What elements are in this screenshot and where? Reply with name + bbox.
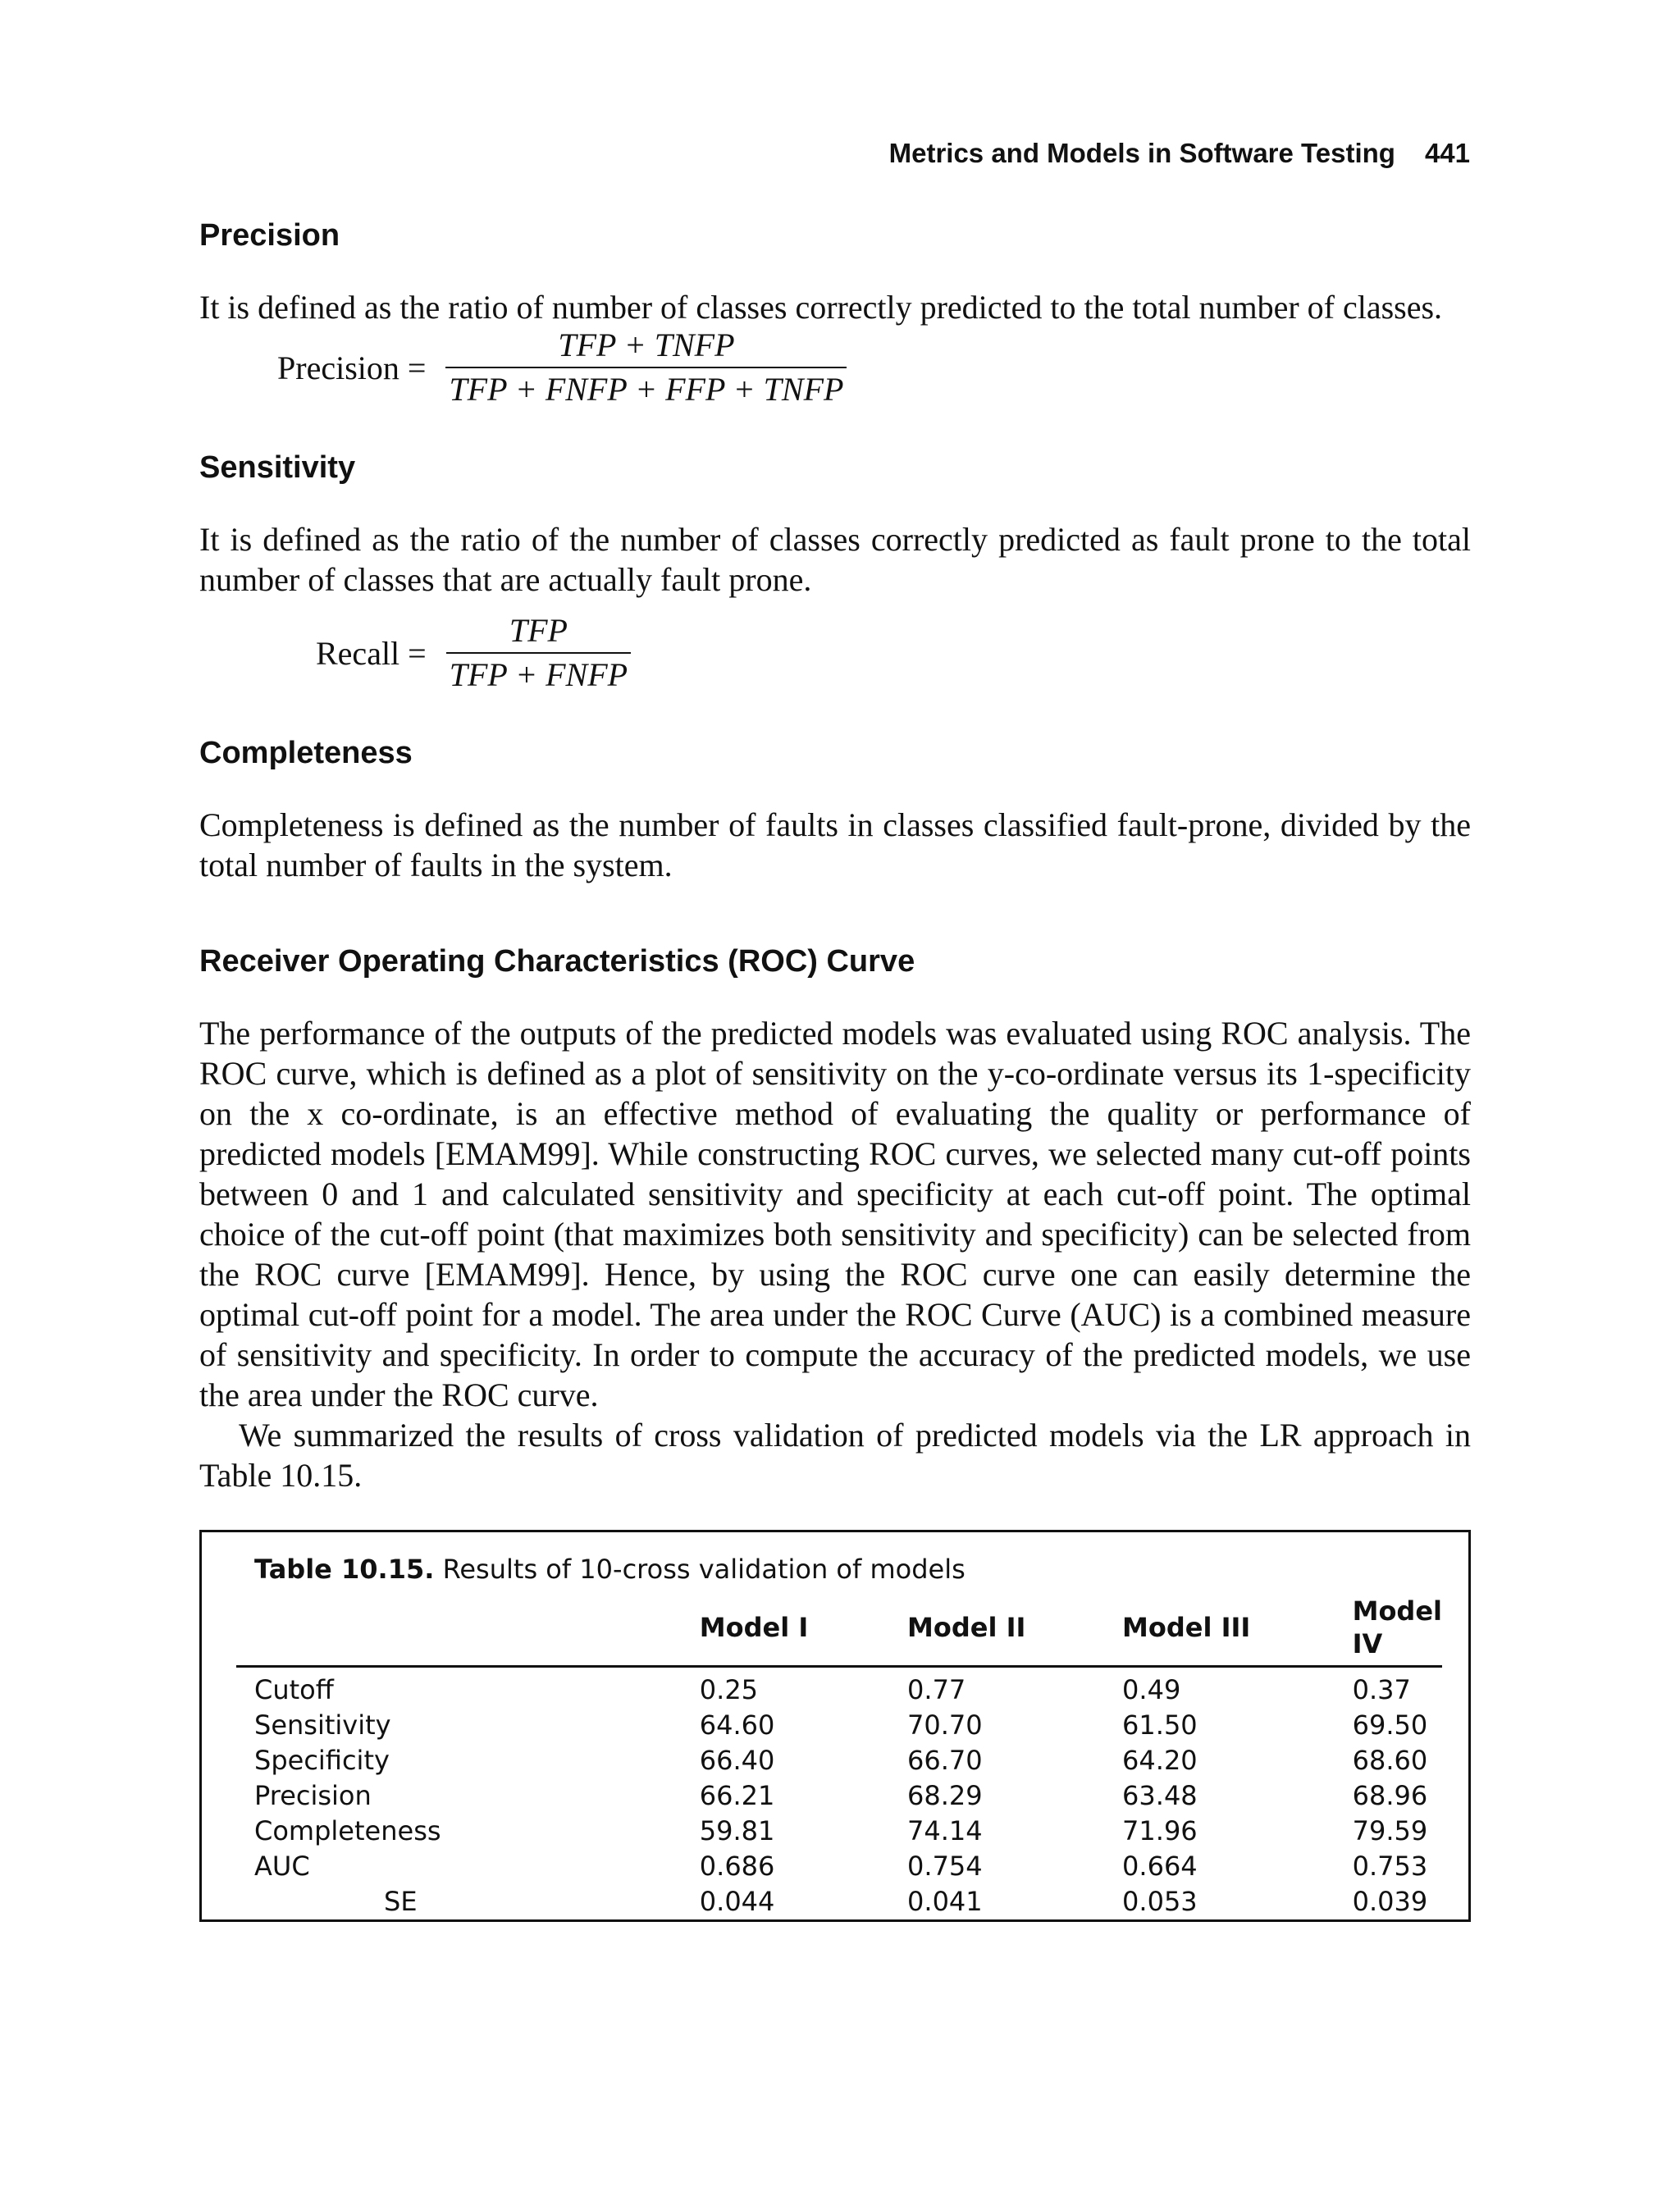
table-cell: 0.37 [1352,1674,1411,1705]
table-cell: 66.40 [699,1745,775,1776]
results-table-box [199,1530,1471,1922]
table-cell: 0.686 [699,1851,775,1882]
precision-heading: Precision [199,218,340,253]
precision-formula-lhs: Precision = [277,349,427,386]
table-cell: 66.21 [699,1780,775,1811]
table-cell: 71.96 [1122,1815,1198,1846]
table-caption [254,1552,1442,1586]
recall-formula [316,609,1471,696]
precision-fraction [445,324,847,411]
recall-denominator: TFP + FNFP [449,656,628,693]
table-cell: 74.14 [907,1815,983,1846]
precision-denominator: TFP + FNFP + FFP + TNFP [449,371,844,408]
table-header-cell: Model II [907,1612,1026,1643]
table-header-row [236,1595,1442,1667]
table-row-label: SE [384,1886,418,1917]
table-row [236,1708,1442,1743]
table-header-cell: Model IV [1352,1595,1442,1659]
completeness-heading: Completeness [199,736,413,770]
table-header-cell [236,1595,700,1667]
table-cell: 70.70 [907,1709,983,1741]
table-row-label: Precision [254,1780,372,1811]
table-cell: 68.60 [1352,1745,1428,1776]
table-cell: 66.70 [907,1745,983,1776]
table-cell: 0.25 [699,1674,759,1705]
table-cell: 0.053 [1122,1886,1198,1917]
table-cell: 64.60 [699,1709,775,1741]
precision-formula [277,324,1471,411]
page-number: 441 [1424,138,1470,168]
table-cell: 0.77 [907,1674,966,1705]
table-cell: 59.81 [699,1815,775,1846]
completeness-definition: Completeness is defined as the number of faults in classes classified fault-prone, divided by the total number of faults in the system. [199,806,1471,883]
roc-paragraph: The performance of the outputs of the predicted models was evaluated using ROC analysis. The ROC curve, which is defined as a plot of sensitivity on the y-co-ordinate versus its 1-specificity on the x co-ordinate, is an effective method of evaluating the quality or performance of predicted models [EMAM99]. While constructing ROC curves, we selected many cut-off points between 0 and 1 and calculated sensitivity and specificity at each cut-off point. The optimal choice of the cut-off point (that maximizes both sensitivity and specificity) can be selected from the ROC curve [EMAM99]. Hence, by using the ROC curve one can easily determine the optimal cut-off point for a model. The area under the ROC Curve (AUC) is a combined measure of sensitivity and specificity. In order to compute the accuracy of the predicted models, we use the area under the ROC curve. [199,1015,1471,1413]
table-cell: 63.48 [1122,1780,1198,1811]
sensitivity-definition: It is defined as the ratio of the number of classes correctly predicted as fault prone to the total number of classes that are actually fault prone. [199,521,1471,598]
table-caption-label: Table 10.15. [254,1554,435,1585]
recall-fraction [446,609,631,696]
precision-numerator: TFP + TNFP [558,326,735,363]
table-header-cell: Model III [1122,1612,1251,1643]
table-row [236,1667,1442,1709]
table-row [236,1884,1442,1919]
table-row-label: AUC [254,1851,310,1882]
table-header-cell: Model I [699,1612,809,1643]
roc-summary-paragraph: We summarized the results of cross validation of predicted models via the LR approach in Table 10.15. [199,1417,1471,1494]
table-cell: 0.753 [1352,1851,1428,1882]
recall-numerator: TFP [509,612,568,649]
table-row [236,1778,1442,1814]
table-cell: 64.20 [1122,1745,1198,1776]
table-cell: 79.59 [1352,1815,1428,1846]
table-row-label: Completeness [254,1815,441,1846]
page-content [199,215,1471,1922]
table-cell: 0.039 [1352,1886,1428,1917]
table-cell: 61.50 [1122,1709,1198,1741]
table-row-label: Sensitivity [254,1709,391,1741]
table-cell: 0.044 [699,1886,775,1917]
roc-heading: Receiver Operating Characteristics (ROC) Curve [199,944,915,979]
precision-definition: It is defined as the ratio of number of classes correctly predicted to the total number of classes. [199,289,1443,326]
sensitivity-heading: Sensitivity [199,450,356,485]
table-cell: 0.754 [907,1851,983,1882]
table-cell: 0.041 [907,1886,983,1917]
table-cell: 0.664 [1122,1851,1198,1882]
table-cell: 68.29 [907,1780,983,1811]
table-cell: 69.50 [1352,1709,1428,1741]
results-table [236,1595,1442,1919]
recall-formula-lhs: Recall = [316,634,427,672]
table-row-label: Cutoff [254,1674,334,1705]
table-row [236,1743,1442,1778]
running-head-title: Metrics and Models in Software Testing [888,138,1395,168]
table-row-label: Specificity [254,1745,390,1776]
table-row [236,1849,1442,1884]
running-head [889,138,1470,169]
table-cell: 68.96 [1352,1780,1428,1811]
table-cell: 0.49 [1122,1674,1181,1705]
table-caption-text: Results of 10-cross validation of models [434,1554,966,1585]
table-row [236,1814,1442,1849]
